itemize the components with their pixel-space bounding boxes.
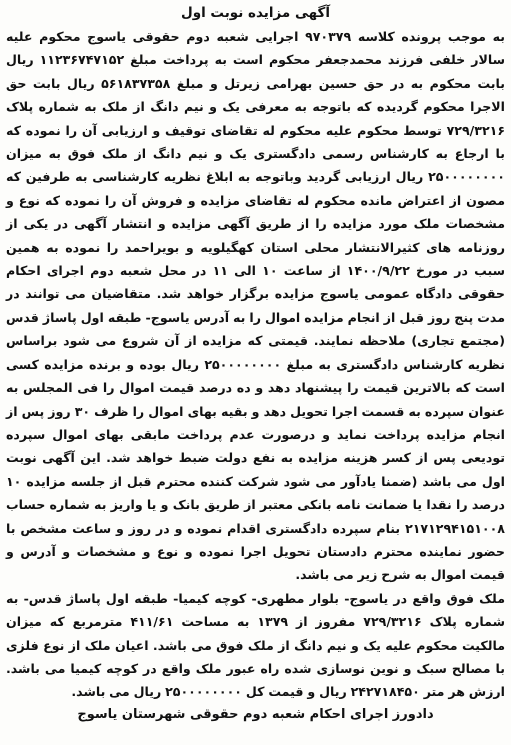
notice-paragraph-1: به موجب پرونده کلاسه ۹۷۰۳۷۹ اجرایی شعبه دوم حقوقی یاسوج محکوم علیه سالار خلفی فرزند محمدجعفر محکوم است به پرداخت مبلغ ۱۱۲۳۶۷۴۷۱۵۲ ریال بابت محکوم به در حق حسین بهرامی زیرتل و مبلغ ۵۶۱۸۳۷۳۵۸ ریال بابت حق الاجرا محکوم گردیده که باتوجه به معرفی یک و نیم دانگ از ملک به شماره پلاک ۷۲۹/۳۲۱۶ توسط محکوم علیه محکوم له تقاضای توقیف و ارزیابی آن را نموده که با ارجاع به کارشناس رسمی دادگستری یک و نیم دانگ از ملک فوق به میزان ۲۵۰۰۰۰۰۰۰۰ ریال ارزیابی گردید وباتوجه به ابلاغ نظریه کارشناسی به طرفین که مصون از اعتراض مانده محکوم له تقاضای مزایده و فروش آن را نموده که نوع و مشخصات ملک مورد مزایده را از طریق آگهی مزایده و انتشار آگهی در یکی از روزنامه های کثیرالانتشار محلی استان کهگیلویه و بویراحمد را نموده به همین سبب در مورخ ۱۴۰۰/۹/۲۲ از ساعت ۱۰ الی ۱۱ در محل شعبه دوم اجرای احکام حقوقی دادگاه عمومی یاسوج مزایده برگزار خواهد شد. متقاضیان می توانند در مدت پنج روز قبل از انجام مزایده اموال را به آدرس یاسوج- طبقه اول پاساژ قدس (مجتمع تجاری) ملاحظه نمایند. قیمتی که مزایده از آن شروع می شود براساس نظریه کارشناس دادگستری به مبلغ ۲۵۰۰۰۰۰۰۰۰ ریال بوده و برنده مزایده کسی است که بالاترین قیمت را پیشنهاد دهد و ده درصد قیمت اموال را فی المجلس به عنوان سپرده به قسمت اجرا تحویل دهد و بقیه بهای اموال را ظرف ۳۰ روز پس از انجام مزایده پرداخت نماید و درصورت عدم پرداخت مابقی بهای اموال سپرده تودیعی پس از کسر هزینه مزایده به نفع دولت ضبط خواهد شد. این آگهی نوبت اول می باشد (ضمنا یادآور می شود شرکت کننده محترم قبل از جلسه مزایده ۱۰ درصد را نقدا یا ضمانت نامه بانکی معتبر از طریق بانک و یا واریز به شماره حساب ۲۱۷۱۲۹۴۱۵۱۰۰۸ بنام سپرده دادگستری اقدام نموده و در روز و ساعت مشخص با حضور نماینده محترم دادستان تحویل اجرا نموده و نوع و مشخصات و آدرس و قیمت اموال به شرح زیر می باشد.	[6, 29, 505, 583]
notice-paragraph-2: ملک فوق واقع در یاسوج- بلوار مطهری- کوچه کیمیا- طبقه اول پاساژ قدس- به شماره پلاک ۷۲۹/۳۲۱۶ مفروز از ۱۳۷۹ به مساحت ۴۱۱/۶۱ مترمربع که میزان مالکیت محکوم علیه یک و نیم دانگ از ملک فوق می باشد. اعیان ملک از نوع فلزی با مصالح سبک و نوین نوسازی شده راه عبور ملک واقع در کوچه کیمیا می باشد. ارزش هر متر ۲۴۲۷۱۸۴۵۰ ریال و قیمت کل ۲۵۰۰۰۰۰۰۰۰ ریال می باشد.	[6, 590, 505, 700]
notice-title: آگهی مزایده نوبت اول	[181, 5, 330, 21]
notice-signature: دادورز اجرای احکام شعبه دوم حقوقی شهرستان یاسوج	[77, 706, 434, 722]
